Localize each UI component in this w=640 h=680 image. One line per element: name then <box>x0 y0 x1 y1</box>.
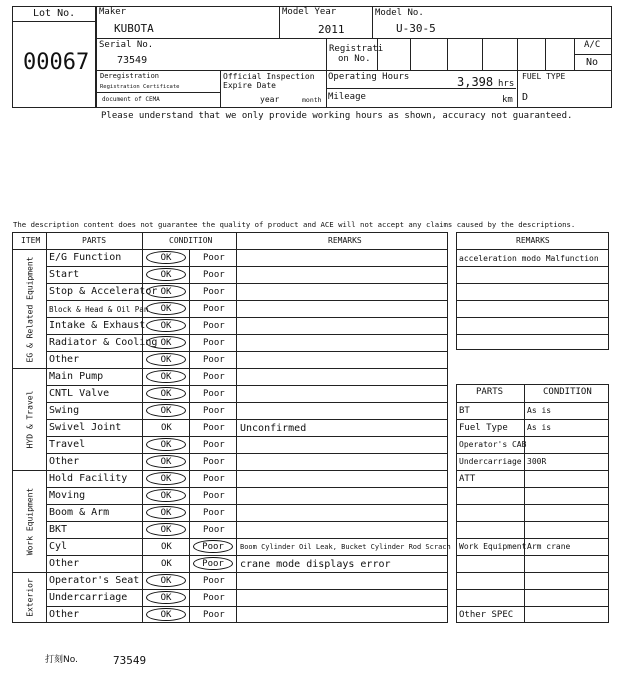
part-name: Block & Head & Oil Pan <box>49 305 149 314</box>
item-header: ITEM <box>21 236 41 245</box>
disclaimer-text: The description content does not guarantee the quality of product and ACE will not accept any claims caused by the descriptions. <box>13 220 576 229</box>
ok-mark: OK <box>161 542 172 552</box>
fuel-type-label: FUEL TYPE <box>522 72 566 81</box>
right-part-condition: As is <box>527 406 552 415</box>
hrs-unit: hrs <box>498 79 515 89</box>
poor-mark: Poor <box>203 389 225 399</box>
reg-cert-label: Registration Certificate <box>100 84 180 90</box>
poor-mark: Poor <box>203 440 225 450</box>
ok-mark: OK <box>146 302 186 315</box>
year-label: year <box>260 95 280 104</box>
ok-mark: OK <box>146 591 186 604</box>
stamp-value: 73549 <box>113 654 147 667</box>
poor-mark: Poor <box>203 355 225 365</box>
poor-mark: Poor <box>203 406 225 416</box>
part-name: Radiator & Cooling <box>49 337 158 348</box>
poor-mark: Poor <box>203 372 225 382</box>
poor-mark: Poor <box>203 287 225 297</box>
group-label-work: Work Equipment <box>25 487 35 556</box>
ac-value: No <box>586 57 599 68</box>
right-part-name: ATT <box>459 474 476 484</box>
right-part-name: Undercarriage <box>459 457 522 466</box>
model-no-value: U-30-5 <box>396 22 436 35</box>
remark-text: crane mode displays error <box>240 559 391 570</box>
ok-mark: OK <box>161 559 172 569</box>
part-name: Undercarriage <box>49 592 128 603</box>
right-remark-text: acceleration modo Malfunction <box>459 254 599 263</box>
part-name: Operator's Seat <box>49 575 140 586</box>
right-part-name: Operator's CAB <box>459 440 527 449</box>
part-name: Other <box>49 558 80 569</box>
inspection-label: Official Inspection <box>223 72 315 81</box>
ok-mark: OK <box>146 251 186 264</box>
poor-mark: Poor <box>193 557 233 570</box>
remark-text: Unconfirmed <box>240 423 307 434</box>
poor-mark: Poor <box>203 423 225 433</box>
ok-mark: OK <box>146 404 186 417</box>
poor-mark: Poor <box>203 457 225 467</box>
ok-mark: OK <box>146 455 186 468</box>
poor-mark: Poor <box>203 610 225 620</box>
model-year-label: Model Year <box>282 7 337 17</box>
poor-mark: Poor <box>203 508 225 518</box>
mileage-label: Mileage <box>328 92 366 102</box>
lot-label: Lot No. <box>33 8 76 19</box>
right-part-name: BT <box>459 406 470 416</box>
maker-label: Maker <box>99 7 127 17</box>
right-part-condition: Arm crane <box>527 542 571 551</box>
cema-label: document of CEMA <box>102 96 160 103</box>
ok-mark: OK <box>146 523 186 536</box>
part-name: Other <box>49 456 80 467</box>
ok-mark: OK <box>146 574 186 587</box>
part-name: E/G Function <box>49 252 122 263</box>
ok-mark: OK <box>146 489 186 502</box>
part-name: Main Pump <box>49 371 104 382</box>
right-remarks-header: REMARKS <box>516 236 550 245</box>
part-name: Moving <box>49 490 86 501</box>
operating-hours-label: Operating Hours <box>328 72 410 82</box>
serial-label: Serial No. <box>99 40 154 50</box>
maker-value: KUBOTA <box>114 22 154 35</box>
ok-mark: OK <box>146 438 186 451</box>
part-name: Other <box>49 609 80 620</box>
poor-mark: Poor <box>203 576 225 586</box>
condition-header: CONDITION <box>169 236 213 245</box>
part-name: Start <box>49 269 80 280</box>
right-part-name: Work Equipment <box>459 542 527 551</box>
ac-label: A/C <box>584 40 601 50</box>
ok-mark: OK <box>146 319 186 332</box>
operating-hours-value: 3,398 <box>457 75 494 89</box>
part-name: Other <box>49 354 80 365</box>
ok-mark: OK <box>146 387 186 400</box>
ok-mark: OK <box>146 370 186 383</box>
registration-label: Registrati <box>329 44 384 54</box>
poor-mark: Poor <box>203 321 225 331</box>
part-name: Travel <box>49 439 86 450</box>
ok-mark: OK <box>146 285 186 298</box>
poor-mark: Poor <box>203 253 225 263</box>
month-label: month <box>302 96 322 104</box>
right-part-condition: As is <box>527 423 552 432</box>
part-name: CNTL Valve <box>49 388 110 399</box>
poor-mark: Poor <box>203 304 225 314</box>
ok-mark: OK <box>146 608 186 621</box>
stamp-label: 打刻No. <box>45 655 78 665</box>
notice-text: Please understand that we only provide working hours as shown, accuracy not guaranteed. <box>101 111 573 121</box>
ok-mark: OK <box>146 353 186 366</box>
ok-mark: OK <box>146 336 186 349</box>
group-label-exterior: Exterior <box>25 578 35 617</box>
right-part-condition: 300R <box>527 457 547 466</box>
model-year-value: 2011 <box>318 23 345 36</box>
fuel-type-value: D <box>522 92 529 103</box>
part-name: Swivel Joint <box>49 422 122 433</box>
km-unit: km <box>502 95 513 105</box>
ok-mark: OK <box>146 268 186 281</box>
remark-text: Boom Cylinder Oil Leak, Bucket Cylinder Rod Scrach <box>240 543 451 551</box>
lot-number: 00067 <box>23 50 90 75</box>
part-name: BKT <box>49 524 68 535</box>
poor-mark: Poor <box>193 540 233 553</box>
poor-mark: Poor <box>203 474 225 484</box>
part-name: Boom & Arm <box>49 507 110 518</box>
model-no-label: Model No. <box>375 8 424 18</box>
right-part-name: Other SPEC <box>459 610 514 620</box>
part-name: Stop & Accelerator <box>49 286 158 297</box>
poor-mark: Poor <box>203 338 225 348</box>
poor-mark: Poor <box>203 525 225 535</box>
part-name: Hold Facility <box>49 473 128 484</box>
group-label-eg: EG & Related Equipment <box>25 256 35 363</box>
remarks-header: REMARKS <box>328 236 362 245</box>
ok-mark: OK <box>161 423 172 433</box>
part-name: Intake & Exhaust <box>49 320 146 331</box>
right-parts-header: PARTS <box>476 387 504 397</box>
parts-header: PARTS <box>82 236 107 245</box>
poor-mark: Poor <box>203 491 225 501</box>
right-part-name: Fuel Type <box>459 423 508 433</box>
right-condition-header: CONDITION <box>543 387 592 397</box>
ok-mark: OK <box>146 506 186 519</box>
deregistration-label: Deregistration <box>100 72 160 80</box>
part-name: Cyl <box>49 541 68 552</box>
poor-mark: Poor <box>203 593 225 603</box>
poor-mark: Poor <box>203 270 225 280</box>
group-label-hyd: HYD & Travel <box>25 390 35 449</box>
serial-value: 73549 <box>117 55 148 66</box>
ok-mark: OK <box>146 472 186 485</box>
part-name: Swing <box>49 405 80 416</box>
